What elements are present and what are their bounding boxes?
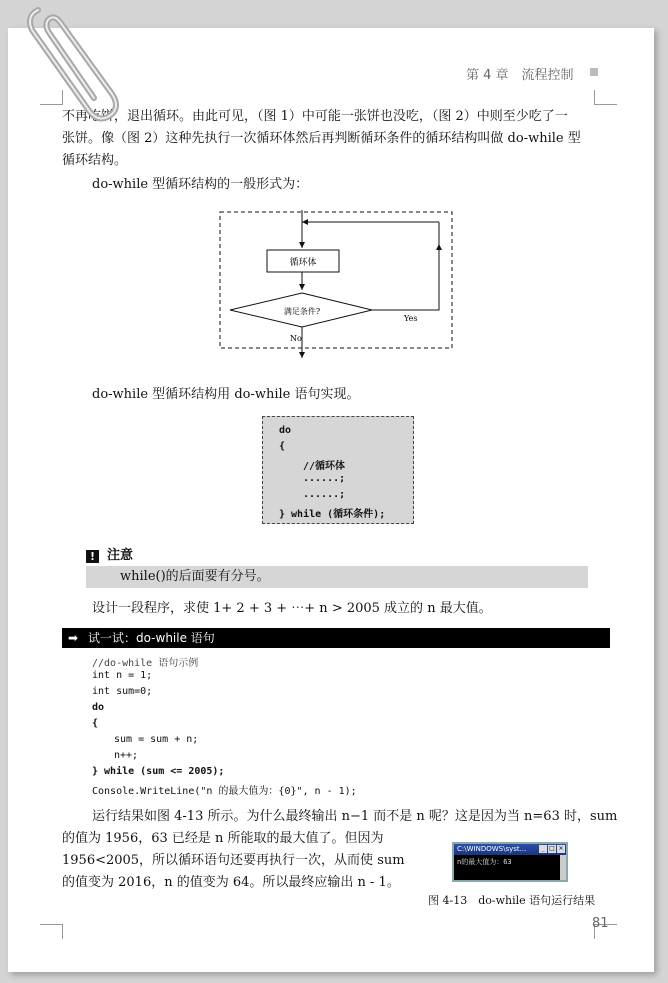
console-window [452,842,568,882]
arrow-right-icon: ➡ [68,631,79,645]
paperclip-icon [20,2,120,122]
code-line: int n = 1; [92,670,153,681]
loop-body-label: 循环体 [289,258,317,268]
paragraph-line: 张饼。像（图 2）这种先执行一次循环体然后再判断循环条件的循环结构叫做 do-while 型 [62,131,581,146]
paragraph: do-while 型循环结构用 do-while 语句实现。 [92,387,360,402]
paragraph-line: 1956<2005，所以循环语句还要再执行一次，从而使 sum [62,853,405,868]
code-line: Console.WriteLine("n 的最大值为：{0}", n - 1); [92,786,357,797]
try-it-label: 试一试：do-while 语句 [88,631,215,645]
condition-label: 满足条件? [283,307,321,316]
window-controls [538,845,565,853]
code-line: sum = sum + n; [114,734,199,745]
paragraph-line: 不再吃饼，退出循环。由此可见，（图 1）中可能一张饼也没吃，（图 2）中则至少吃了一 [62,109,568,124]
header-marker [590,68,598,76]
paragraph-line: 的值变为 2016，n 的值变为 64。所以最终应输出 n - 1。 [62,875,400,890]
no-label: No [290,334,302,343]
yes-label: Yes [404,314,418,323]
code-line: //do-while 语句示例 [92,658,199,669]
syntax-line: do [279,425,292,436]
console-title: C:\WINDOWS\syst... [454,844,566,855]
syntax-box [262,416,414,524]
code-line: do [92,702,105,713]
console-scrollbar [560,855,566,880]
crop-mark-bottom-left [40,924,63,939]
do-while-flowchart [218,210,456,360]
syntax-line: { [279,441,286,452]
code-line: { [92,718,99,729]
page-number: 81 [592,916,609,931]
paragraph: do-while 型循环结构的一般形式为： [92,177,309,192]
flowchart-frame [220,212,452,348]
paragraph-line: 循环结构。 [62,153,128,168]
try-it-bar [62,628,610,648]
note-box [86,566,588,588]
note-text: while()的后面要有分号。 [120,569,270,584]
code-line: } while (sum <= 2005); [92,766,225,777]
maximize-icon: □ [549,845,555,852]
crop-mark-top-right [594,90,617,105]
syntax-line: ......; [303,473,346,484]
paragraph: 设计一段程序，求使 1+ 2 + 3 + ⋯+ n > 2005 成立的 n 最大值。 [92,601,492,616]
note-heading [86,544,133,563]
syntax-line: //循环体 [303,461,346,472]
figure-caption: 图 4-13 do-while 语句运行结果 [428,894,596,907]
paragraph-line: 运行结果如图 4-13 所示。为什么最终输出 n−1 而不是 n 呢？这是因为当 n=63 时，sum [92,809,618,824]
close-icon: × [558,845,564,852]
chapter-header: 第 4 章 流程控制 [466,68,574,83]
exclamation-icon: ! [86,550,99,563]
code-line: n++; [114,750,139,761]
code-line: int sum=0; [92,686,153,697]
note-title-text: 注意 [107,548,134,563]
syntax-line: ......; [303,489,346,500]
paragraph-line: 的值为 1956，63 已经是 n 所能取的最大值了。但因为 [62,831,384,846]
minimize-icon: _ [539,845,547,853]
console-output: n的最大值为：63 [457,858,512,866]
syntax-line: } while (循环条件); [279,509,386,520]
